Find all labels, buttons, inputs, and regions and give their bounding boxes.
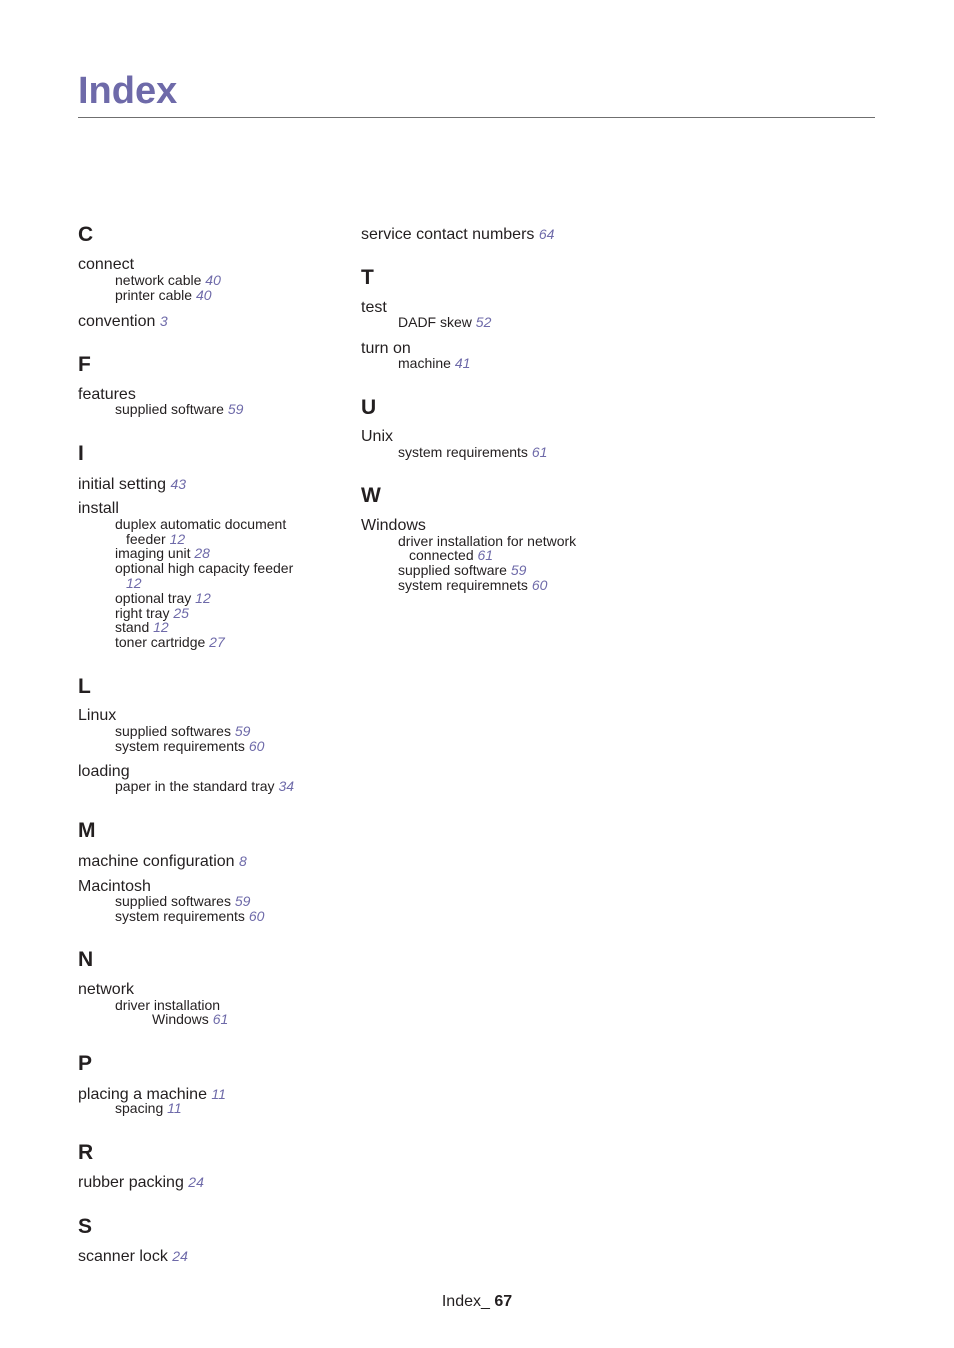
index-subentry: duplex automatic document [115, 516, 287, 532]
index-subentry: optional tray 12 [115, 590, 211, 606]
index-subentry: DADF skew 52 [398, 314, 492, 330]
page-ref[interactable]: 61 [531, 444, 548, 460]
page-ref[interactable]: 60 [531, 577, 548, 593]
index-subentry: imaging unit 28 [115, 545, 210, 561]
page-ref[interactable]: 34 [278, 778, 295, 794]
index-subentry: driver installation [115, 997, 221, 1013]
index-subentry-continued [126, 576, 142, 591]
page-ref[interactable]: 11 [167, 1100, 182, 1116]
page-ref[interactable]: 59 [227, 401, 244, 417]
letter-heading-m: M [78, 819, 96, 842]
index-subentry: stand 12 [115, 619, 169, 635]
letter-heading-f: F [78, 353, 91, 376]
index-subentry: supplied software 59 [115, 401, 244, 417]
page-ref[interactable]: 3 [159, 313, 168, 329]
page-title: Index [78, 70, 178, 112]
index-entry-loading: loading [78, 763, 130, 780]
page-ref[interactable]: 64 [538, 226, 555, 242]
page-ref[interactable]: 8 [239, 853, 247, 869]
index-subentry: spacing 11 [115, 1100, 182, 1116]
letter-heading-i: I [78, 442, 84, 465]
index-subentry: supplied softwares 59 [115, 723, 251, 739]
letter-heading-s: S [78, 1215, 93, 1238]
index-subentry: machine 41 [398, 355, 471, 371]
index-entry-placing-a-machine: placing a machine 11 [78, 1086, 226, 1103]
page-ref[interactable]: 12 [153, 619, 169, 635]
index-entry-windows: Windows [361, 517, 426, 534]
letter-heading-w: W [361, 484, 381, 507]
index-entry-turn-on: turn on [361, 340, 411, 357]
index-entry-test: test [361, 299, 387, 316]
index-subentry: optional high capacity feeder [115, 560, 294, 576]
index-subentry: paper in the standard tray 34 [115, 778, 295, 794]
index-entry-service-contact-numbers: service contact numbers 64 [361, 226, 555, 243]
page-ref[interactable]: 24 [172, 1248, 188, 1264]
index-entry-features: features [78, 386, 136, 403]
index-subentry: system requirements 60 [115, 908, 265, 924]
index-entry-macintosh: Macintosh [78, 878, 151, 895]
page-ref[interactable]: 61 [477, 547, 494, 563]
index-subentry: supplied softwares 59 [115, 893, 251, 909]
index-entry-linux: Linux [78, 707, 117, 724]
page-ref[interactable]: 61 [212, 1011, 229, 1027]
letter-heading-t: T [361, 266, 374, 289]
page-ref[interactable]: 60 [248, 738, 265, 754]
page-ref[interactable]: 27 [209, 634, 225, 650]
letter-heading-l: L [78, 675, 91, 698]
page-ref[interactable]: 11 [211, 1086, 226, 1102]
index-entry-connect: connect [78, 256, 135, 273]
footer-label: Index_ [441, 1293, 490, 1310]
index-entry-scanner-lock: scanner lock 24 [78, 1248, 188, 1265]
index-entry-unix: Unix [361, 428, 394, 445]
index-subentry: system requiremnets 60 [398, 577, 548, 593]
page-ref[interactable]: 59 [234, 893, 251, 909]
index-subentry: supplied software 59 [398, 562, 527, 578]
letter-heading-p: P [78, 1052, 93, 1075]
index-subentry: driver installation for network [398, 533, 577, 549]
index-subentry: system requirements 60 [115, 738, 265, 754]
index-entry-network: network [78, 981, 135, 998]
page-ref[interactable]: 59 [234, 723, 251, 739]
index-entry-convention: convention 3 [78, 313, 168, 330]
page-ref[interactable]: 24 [188, 1174, 204, 1190]
letter-heading-n: N [78, 948, 94, 971]
title-rule [78, 117, 875, 118]
index-subentry: toner cartridge 27 [115, 634, 225, 650]
letter-heading-c: C [78, 223, 94, 246]
index-entry-install: install [78, 500, 119, 517]
index-subentry-continued: connected 61 [409, 547, 494, 563]
index-subentry: system requirements 61 [398, 444, 548, 460]
footer-page-number: 67 [494, 1293, 513, 1310]
page-ref[interactable]: 12 [126, 575, 142, 591]
index-subsubentry: Windows 61 [152, 1011, 229, 1027]
index-subentry: right tray 25 [115, 605, 189, 621]
index-subentry: printer cable 40 [115, 287, 212, 303]
index-entry-initial-setting: initial setting 43 [78, 476, 187, 493]
page-ref[interactable]: 28 [194, 545, 210, 561]
index-subentry-continued: feeder 12 [126, 531, 186, 547]
page-ref[interactable]: 41 [454, 355, 471, 371]
page-ref[interactable]: 12 [195, 590, 211, 606]
index-subentry: network cable 40 [115, 272, 221, 288]
letter-heading-u: U [361, 396, 377, 419]
page-ref[interactable]: 59 [510, 562, 527, 578]
page-ref[interactable]: 12 [169, 531, 186, 547]
page-ref[interactable]: 43 [170, 476, 187, 492]
page-footer [0, 1292, 954, 1312]
index-entry-machine-configuration: machine configuration 8 [78, 853, 247, 870]
letter-heading-r: R [78, 1141, 94, 1164]
page-ref[interactable]: 40 [195, 287, 212, 303]
page-ref[interactable]: 25 [173, 605, 189, 621]
page-ref[interactable]: 40 [205, 272, 221, 288]
index-entry-rubber-packing: rubber packing 24 [78, 1174, 204, 1191]
page-ref[interactable]: 52 [475, 314, 492, 330]
page-ref[interactable]: 60 [248, 908, 265, 924]
